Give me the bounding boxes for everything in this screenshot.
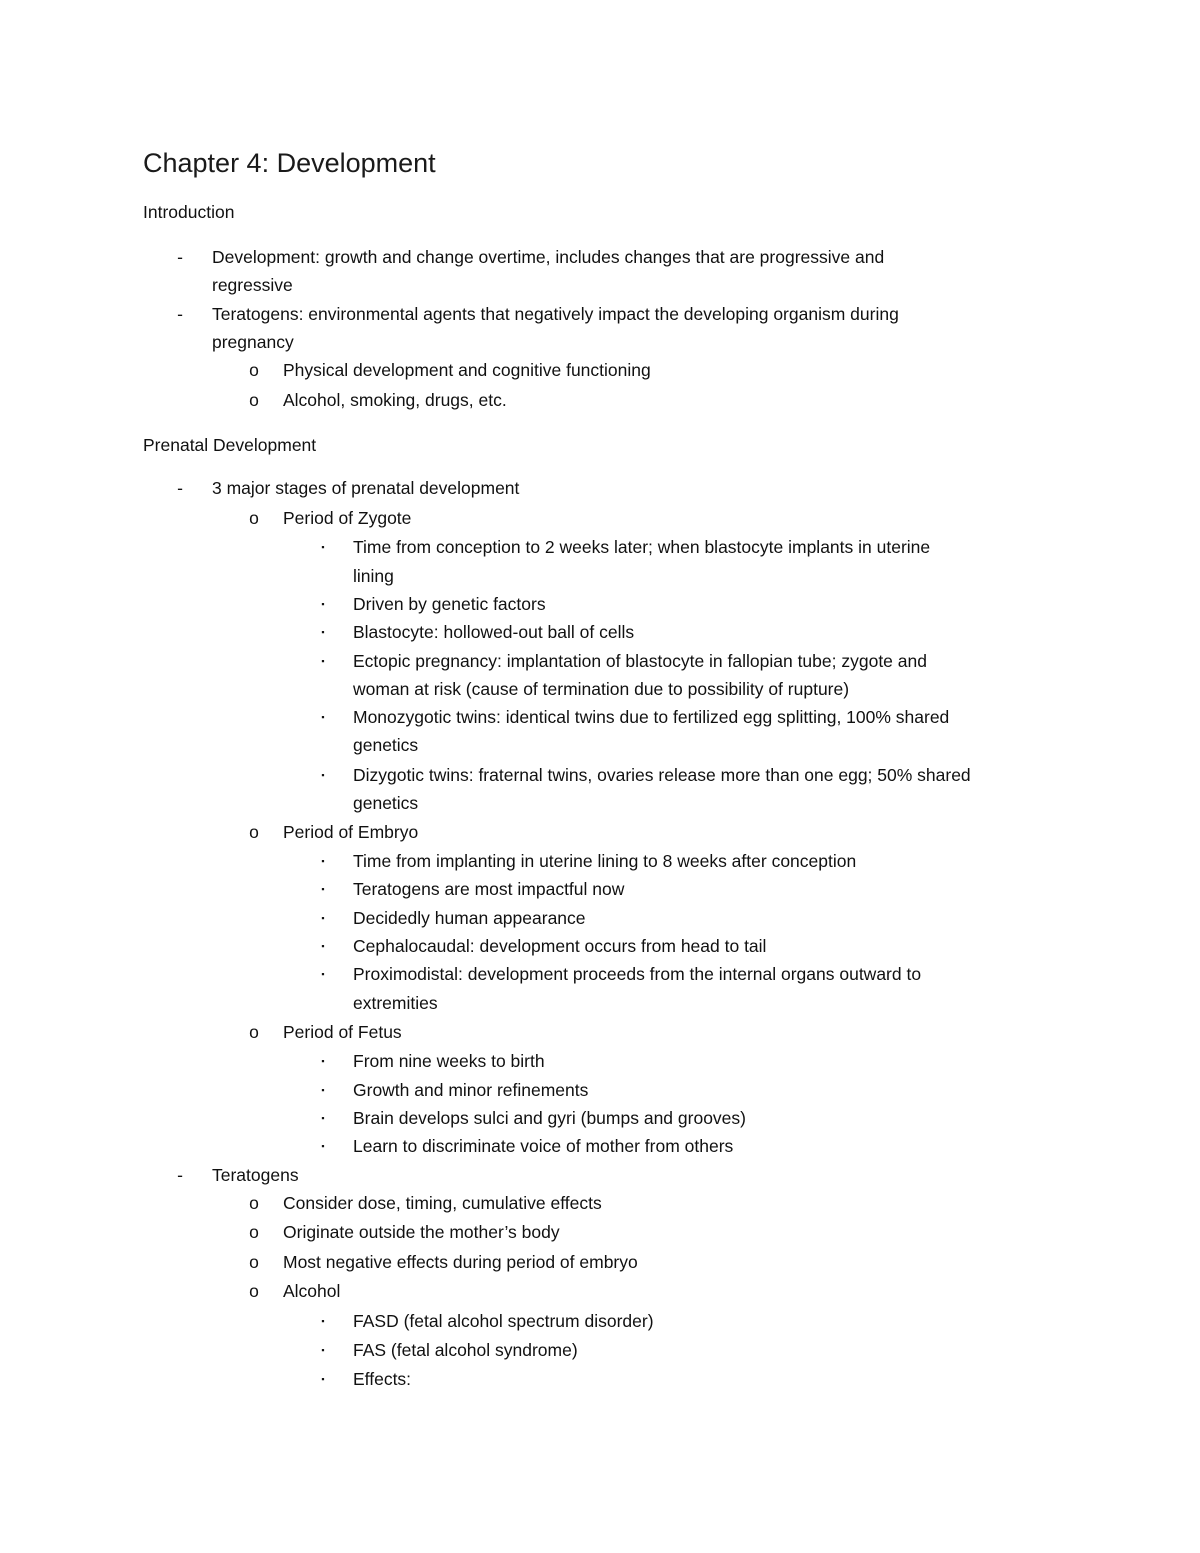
square-bullet: ▪ bbox=[321, 712, 325, 722]
square-bullet: ▪ bbox=[321, 913, 325, 923]
square-bullet: ▪ bbox=[321, 770, 325, 780]
square-bullet: ▪ bbox=[321, 542, 325, 552]
square-bullet: ▪ bbox=[321, 627, 325, 637]
list-item-text: Time from conception to 2 weeks later; when blastocyte implants in uterine bbox=[353, 537, 931, 557]
square-bullet: ▪ bbox=[321, 1056, 325, 1066]
square-bullet: ▪ bbox=[321, 1141, 325, 1151]
list-item-text: Driven by genetic factors bbox=[353, 594, 546, 614]
section-heading-prenatal-development: Prenatal Development bbox=[143, 435, 317, 455]
list-item-text: regressive bbox=[212, 275, 293, 295]
circle-bullet: o bbox=[249, 1222, 259, 1242]
dash-bullet: - bbox=[177, 1165, 183, 1185]
list-item-text: Development: growth and change overtime, includes changes that are progressive and bbox=[212, 247, 885, 267]
circle-bullet: o bbox=[249, 360, 259, 380]
list-item-text: Teratogens are most impactful now bbox=[353, 879, 625, 899]
list-item-text: extremities bbox=[353, 993, 438, 1013]
list-item-text: Cephalocaudal: development occurs from head to tail bbox=[353, 936, 767, 956]
list-item-text: Learn to discriminate voice of mother from others bbox=[353, 1136, 734, 1156]
chapter-title: Chapter 4: Development bbox=[143, 148, 436, 178]
square-bullet: ▪ bbox=[321, 1085, 325, 1095]
list-item-text: Physical development and cognitive functioning bbox=[283, 360, 651, 380]
circle-bullet: o bbox=[249, 822, 259, 842]
list-item-text: Consider dose, timing, cumulative effects bbox=[283, 1193, 602, 1213]
list-item-text: Monozygotic twins: identical twins due to fertilized egg splitting, 100% shared bbox=[353, 707, 950, 727]
list-item-text: lining bbox=[353, 566, 394, 586]
list-item-text: Period of Fetus bbox=[283, 1022, 402, 1042]
square-bullet: ▪ bbox=[321, 1374, 325, 1384]
square-bullet: ▪ bbox=[321, 884, 325, 894]
square-bullet: ▪ bbox=[321, 969, 325, 979]
list-item-text: Effects: bbox=[353, 1369, 412, 1389]
list-item-text: Period of Zygote bbox=[283, 508, 412, 528]
square-bullet: ▪ bbox=[321, 1113, 325, 1123]
square-bullet: ▪ bbox=[321, 856, 325, 866]
list-item-text: Brain develops sulci and gyri (bumps and grooves) bbox=[353, 1108, 746, 1128]
list-item-text: From nine weeks to birth bbox=[353, 1051, 545, 1071]
circle-bullet: o bbox=[249, 508, 259, 528]
circle-bullet: o bbox=[249, 390, 259, 410]
list-item-text: Time from implanting in uterine lining to 8 weeks after conception bbox=[353, 851, 857, 871]
list-item-text: Originate outside the mother’s body bbox=[283, 1222, 560, 1242]
circle-bullet: o bbox=[249, 1022, 259, 1042]
list-item-text: Ectopic pregnancy: implantation of blastocyte in fallopian tube; zygote and bbox=[353, 651, 927, 671]
circle-bullet: o bbox=[249, 1252, 259, 1272]
list-item-text: genetics bbox=[353, 793, 419, 813]
square-bullet: ▪ bbox=[321, 599, 325, 609]
circle-bullet: o bbox=[249, 1193, 259, 1213]
square-bullet: ▪ bbox=[321, 656, 325, 666]
dash-bullet: - bbox=[177, 478, 183, 498]
list-item-text: Proximodistal: development proceeds from the internal organs outward to bbox=[353, 964, 922, 984]
list-item-text: Dizygotic twins: fraternal twins, ovaries release more than one egg; 50% shared bbox=[353, 765, 971, 785]
square-bullet: ▪ bbox=[321, 941, 325, 951]
dash-bullet: - bbox=[177, 304, 183, 324]
list-item-text: woman at risk (cause of termination due to possibility of rupture) bbox=[353, 679, 850, 699]
list-item-text: FAS (fetal alcohol syndrome) bbox=[353, 1340, 578, 1360]
square-bullet: ▪ bbox=[321, 1345, 325, 1355]
list-item-text: Blastocyte: hollowed-out ball of cells bbox=[353, 622, 635, 642]
list-item-text: Teratogens bbox=[212, 1165, 299, 1185]
list-item-text: Growth and minor refinements bbox=[353, 1080, 589, 1100]
square-bullet: ▪ bbox=[321, 1316, 325, 1326]
circle-bullet: o bbox=[249, 1281, 259, 1301]
section-heading-introduction: Introduction bbox=[143, 202, 235, 222]
list-item-text: Alcohol bbox=[283, 1281, 341, 1301]
list-item-text: Decidedly human appearance bbox=[353, 908, 586, 928]
list-item-text: Teratogens: environmental agents that negatively impact the developing organism during bbox=[212, 304, 899, 324]
list-item-text: FASD (fetal alcohol spectrum disorder) bbox=[353, 1311, 654, 1331]
list-item-text: 3 major stages of prenatal development bbox=[212, 478, 520, 498]
list-item-text: pregnancy bbox=[212, 332, 294, 352]
dash-bullet: - bbox=[177, 247, 183, 267]
list-item-text: Alcohol, smoking, drugs, etc. bbox=[283, 390, 507, 410]
list-item-text: Period of Embryo bbox=[283, 822, 419, 842]
list-item-text: Most negative effects during period of embryo bbox=[283, 1252, 638, 1272]
list-item-text: genetics bbox=[353, 735, 419, 755]
